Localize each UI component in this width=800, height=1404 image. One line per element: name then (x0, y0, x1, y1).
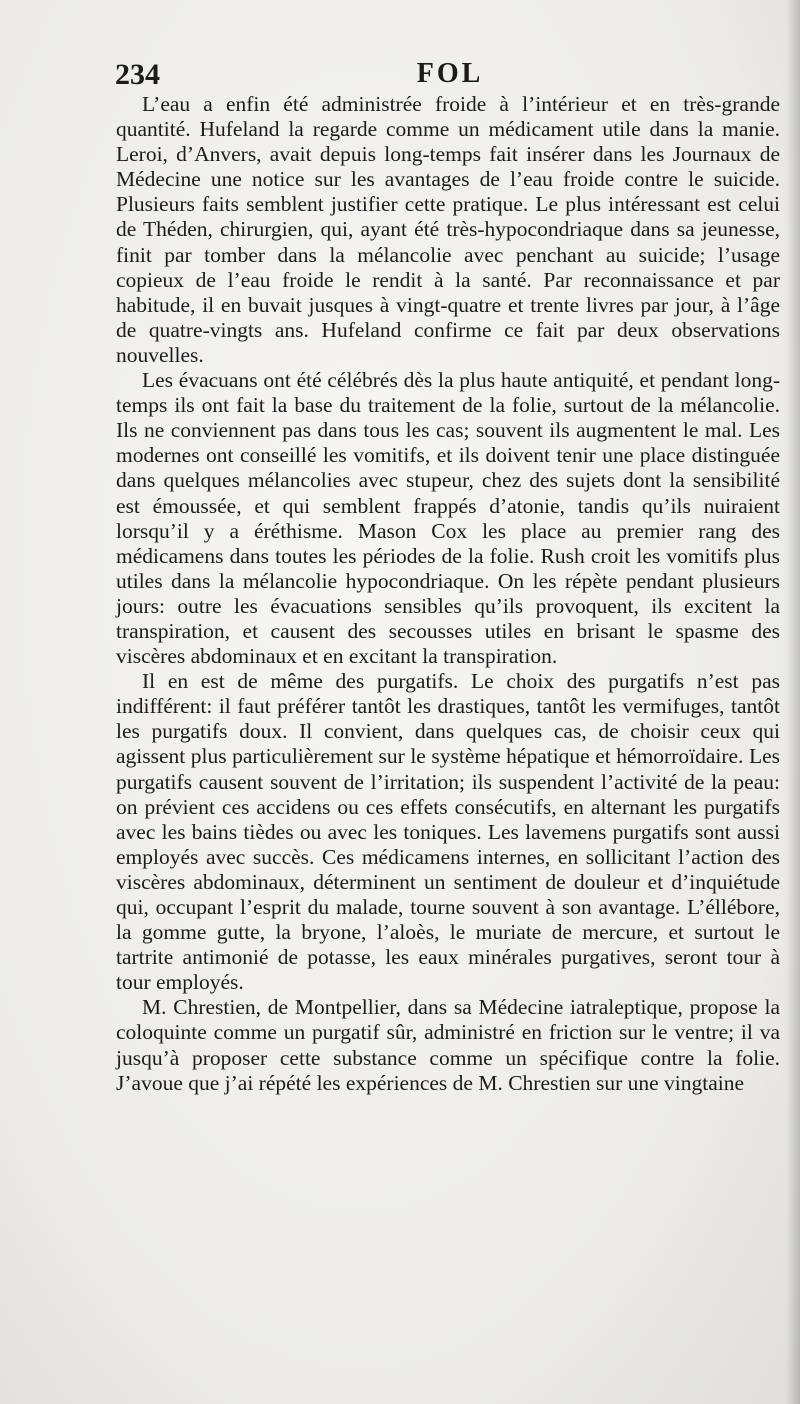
page-number: 234 (115, 58, 160, 91)
paragraph: L’eau a enfin été administrée froide à l’intérieur et en très-grande quantité. Hufeland la regarde comme un médicament utile dans la manie. Leroi, d’Anvers, avait depuis long-temps fait insérer dans les Journaux de Médecine une notice sur les avantages de l’eau froide contre le suicide. Plusieurs faits semblent justifier cette pratique. Le plus intéressant est celui de Théden, chirurgien, qui, ayant été très-hypocondriaque dans sa jeunesse, finit par tomber dans la mélancolie avec penchant au suicide; l’usage copieux de l’eau froide le rendit à la santé. Par reconnaissance et par habitude, il en buvait jusques à vingt-quatre et trente livres par jour, à l’âge de quatre-vingts ans. Hufeland confirme ce fait par deux observations nouvelles. (116, 92, 780, 367)
paragraph: Il en est de même des purgatifs. Le choix des purgatifs n’est pas indifférent: il faut préférer tantôt les drastiques, tantôt les vermifuges, tantôt les purgatifs doux. Il convient, dans quelques cas, de choisir ceux qui agissent plus particulièrement sur le système hépatique et hémorroïdaire. Les purgatifs causent souvent de l’irritation; ils suspendent l’activité de la peau: on prévient ces accidens ou ces effets consécutifs, en alternant les purgatifs avec les bains tièdes ou avec les toniques. Les lavemens purgatifs sont aussi employés avec succès. Ces médicamens internes, en sollicitant l’action des viscères abdominaux, déterminent un sentiment de douleur et d’inquiétude qui, occupant l’esprit du malade, tourne souvent à son avantage. L’éllébore, la gomme gutte, la bryone, l’aloès, le muriate de mercure, et surtout le tartrite antimonié de potasse, les eaux minérales purgatives, seront tour à tour employés. (116, 669, 780, 995)
running-head: FOL (416, 58, 484, 89)
paragraph: M. Chrestien, de Montpellier, dans sa Médecine iatraleptique, propose la coloquinte comme un purgatif sûr, administré en friction sur le ventre; il va jusqu’à proposer cette substance comme un spécifique contre la folie. J’avoue que j’ai répété les expériences de M. Chrestien sur une vingtaine (116, 995, 780, 1095)
page-header (115, 58, 785, 92)
body-text (116, 92, 780, 1096)
page-gutter-shadow (786, 0, 800, 1404)
paragraph: Les évacuans ont été célébrés dès la plus haute antiquité, et pendant long-temps ils ont fait la base du traitement de la folie, surtout de la mélancolie. Ils ne conviennent pas dans tous les cas; souvent ils augmentent le mal. Les modernes ont conseillé les vomitifs, et ils doivent tenir une place distinguée dans quelques mélancolies avec stupeur, chez des sujets dont la sensibilité est émoussée, et qui semblent frappés d’atonie, tandis qu’ils nuiraient lorsqu’il y a éréthisme. Mason Cox les place au premier rang des médicamens dans toutes les périodes de la folie. Rush croit les vomitifs plus utiles dans la mélancolie hypocondriaque. On les répète pendant plusieurs jours: outre les évacuations sensibles qu’ils provoquent, ils excitent la transpiration, et causent des secousses utiles en brisant le spasme des viscères abdominaux et en excitant la transpiration. (116, 368, 780, 669)
